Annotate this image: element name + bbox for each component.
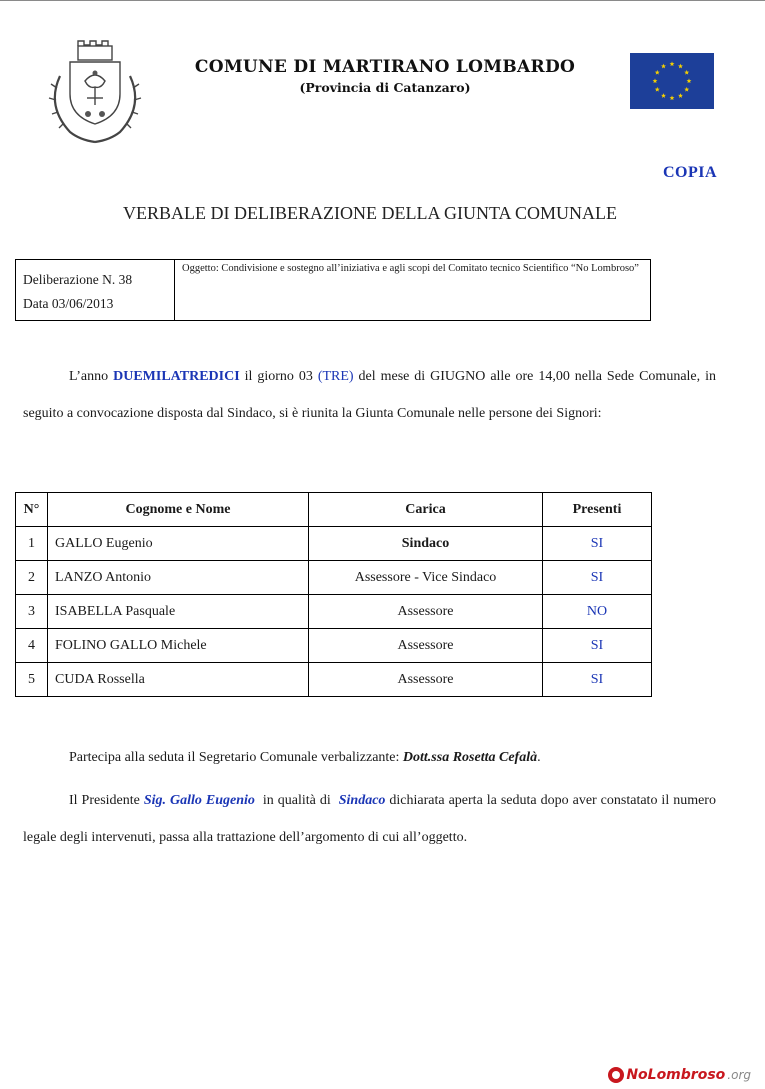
watermark-name: NoLombroso xyxy=(626,1067,726,1083)
secretary-name: Dott.ssa Rosetta Cefalà xyxy=(402,750,538,765)
member-number: 5 xyxy=(16,663,48,697)
header-present: Presenti xyxy=(543,493,652,527)
deliberation-box xyxy=(15,259,651,321)
member-name: FOLINO GALLO Michele xyxy=(48,629,309,663)
member-role: Sindaco xyxy=(309,527,543,561)
intro-text: L’anno xyxy=(69,369,114,384)
president-role: Sindaco xyxy=(338,793,386,808)
intro-text: il giorno 03 xyxy=(239,369,318,384)
member-number: 2 xyxy=(16,561,48,595)
eu-flag-icon xyxy=(630,53,714,109)
member-present: SI xyxy=(543,663,652,697)
secretary-text: Partecipa alla seduta il Segretario Comunale verbalizzante: xyxy=(69,750,403,765)
province-name: (Provincia di Catanzaro) xyxy=(299,80,471,95)
intro-day-words: (TRE) xyxy=(317,369,354,384)
municipality-name: COMUNE DI MARTIRANO LOMBARDO xyxy=(194,57,576,77)
president-text: dichiarata aperta la seduta dopo aver constatato il numero legale degli intervenuti, passa alla trattazione dell’argomento di cui all’oggetto. xyxy=(23,793,716,845)
president-name: Sig. Gallo Eugenio xyxy=(143,793,255,808)
deliberation-number: Deliberazione N. 38 xyxy=(23,272,133,287)
nolombroso-logo-icon xyxy=(608,1067,624,1083)
watermark-domain: .org xyxy=(727,1068,751,1082)
municipal-crest-icon xyxy=(40,36,150,146)
deliberation-subject: Oggetto: Condivisione e sostegno all’iniziativa e agli scopi del Comitato tecnico Scientifico “No Lombroso” xyxy=(182,263,639,274)
president-paragraph xyxy=(23,782,716,856)
top-rule xyxy=(0,0,765,1)
secretary-text: . xyxy=(537,750,541,765)
member-role: Assessore xyxy=(309,629,543,663)
member-number: 3 xyxy=(16,595,48,629)
member-present: SI xyxy=(543,527,652,561)
member-name: GALLO Eugenio xyxy=(48,527,309,561)
intro-year: DUEMILATREDICI xyxy=(113,369,240,384)
member-present: NO xyxy=(543,595,652,629)
member-role: Assessore - Vice Sindaco xyxy=(309,561,543,595)
member-role: Assessore xyxy=(309,595,543,629)
deliberation-ref xyxy=(16,260,175,320)
document-title: VERBALE DI DELIBERAZIONE DELLA GIUNTA COMUNALE xyxy=(123,203,617,223)
member-role: Assessore xyxy=(309,663,543,697)
copy-label: COPIA xyxy=(662,164,717,181)
table-row xyxy=(16,561,652,595)
member-name: ISABELLA Pasquale xyxy=(48,595,309,629)
table-row xyxy=(16,527,652,561)
members-table xyxy=(15,492,652,697)
member-name: CUDA Rossella xyxy=(48,663,309,697)
table-row xyxy=(16,595,652,629)
member-present: SI xyxy=(543,561,652,595)
table-row xyxy=(16,663,652,697)
secretary-paragraph xyxy=(69,743,719,773)
member-name: LANZO Antonio xyxy=(48,561,309,595)
table-row xyxy=(16,629,652,663)
member-number: 4 xyxy=(16,629,48,663)
deliberation-date: Data 03/06/2013 xyxy=(23,296,114,311)
president-text: in qualità di xyxy=(254,793,339,808)
header-number: N° xyxy=(16,493,48,527)
header-name: Cognome e Nome xyxy=(48,493,309,527)
intro-paragraph xyxy=(23,358,716,432)
member-present: SI xyxy=(543,629,652,663)
member-number: 1 xyxy=(16,527,48,561)
president-text: Il Presidente xyxy=(69,793,144,808)
watermark xyxy=(608,1067,751,1083)
intro-text: del mese di GIUGNO alle ore 14,00 nella Sede Comunale, in seguito a convocazione disposta dal Sindaco, si è riunita la Giunta Comunale nelle persone dei Signori: xyxy=(23,369,716,421)
header-role: Carica xyxy=(309,493,543,527)
table-header-row xyxy=(16,493,652,527)
